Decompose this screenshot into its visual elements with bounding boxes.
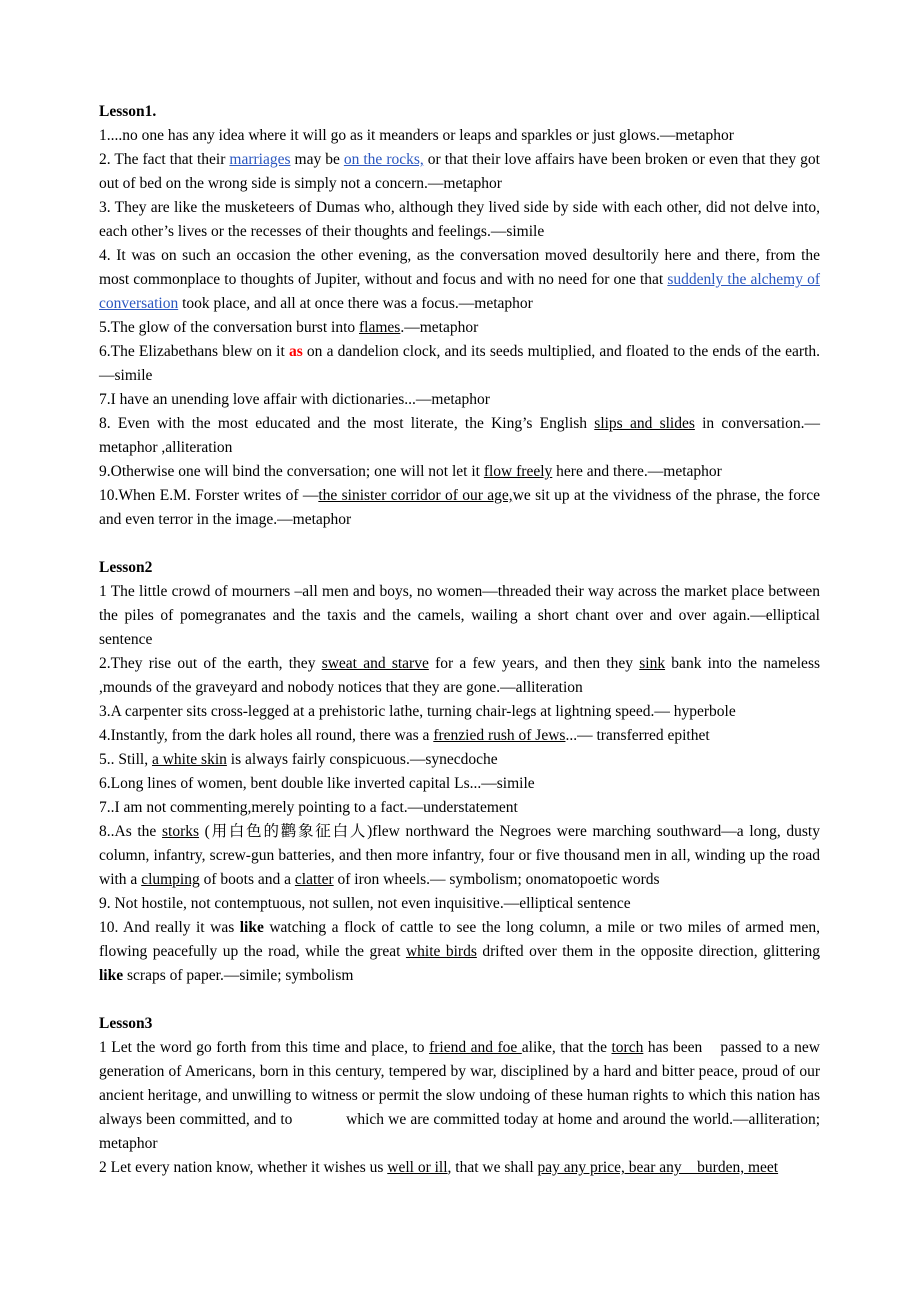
bold-text: like <box>239 919 264 936</box>
paragraph <box>99 916 820 988</box>
text-run: 2.They rise out of the earth, they <box>99 655 322 672</box>
text-run: watching a flock of cattle to see the long column, a mile or two miles of armed men, flowing peacefully up the road, while the great <box>99 919 820 960</box>
paragraph <box>99 1156 820 1180</box>
text-run: ...— transferred epithet <box>565 727 710 744</box>
paragraph <box>99 748 820 772</box>
text-run: scraps of paper.—simile; symbolism <box>123 967 354 984</box>
paragraph <box>99 412 820 460</box>
text-run: 6.Long lines of women, bent double like inverted capital Ls...—simile <box>99 775 535 792</box>
lesson-paragraphs <box>99 580 820 988</box>
text-run: may be <box>290 151 344 168</box>
paragraph <box>99 796 820 820</box>
paragraph <box>99 700 820 724</box>
text-run: 8. Even with the most educated and the most literate, the King’s English <box>99 415 595 432</box>
hyperlink[interactable]: on the rocks, <box>343 151 424 168</box>
text-run: on a dandelion clock, and its seeds multiplied, and floated to the ends of the earth.—simile <box>99 343 820 384</box>
text-run: is always fairly conspicuous.—synecdoche <box>226 751 498 768</box>
underlined-text: flow freely <box>483 463 553 480</box>
text-run: 5.. Still, <box>99 751 152 768</box>
underlined-text: frenzied rush of Jews <box>433 727 566 744</box>
text-run: 7.I have an unending love affair with dictionaries...—metaphor <box>99 391 490 408</box>
text-run: 1 The little crowd of mourners –all men and boys, no women—threaded their way across the market place between the piles of pomegranates and the taxis and the camels, wailing a short chant over and over again.—elliptical sentence <box>99 583 820 648</box>
hyperlink[interactable]: suddenly the alchemy of conversation <box>99 271 820 312</box>
paragraph <box>99 124 820 148</box>
text-run: 2. The fact that their <box>99 151 230 168</box>
text-run: (用白色的鹳象征白人)flew northward the Negroes were marching southward—a long, dusty column, infantry, screw-gun batteries, and then more infantry, four or five thousand men in all, winding up the road with a <box>99 823 820 888</box>
text-run: drifted over them in the opposite direction, glittering <box>476 943 821 960</box>
text-run: .—metaphor <box>400 319 479 336</box>
text-run: alike, that the <box>521 1039 612 1056</box>
text-run: 10.When E.M. Forster writes of — <box>99 487 319 504</box>
text-run: 3.A carpenter sits cross-legged at a prehistoric lathe, turning chair-legs at lightning speed.— hyperbole <box>99 703 736 720</box>
underlined-text: friend and foe <box>429 1039 522 1056</box>
text-run: or that their love affairs have been broken or even that they got out of bed on the wrong side is simply not a concern.—metaphor <box>99 151 820 192</box>
text-run: 3. They are like the musketeers of Dumas who, although they lived side by side with each other, did not delve into, each other’s lives or the recesses of their thoughts and feelings.—simile <box>99 199 820 240</box>
text-run: here and there.—metaphor <box>552 463 722 480</box>
paragraph <box>99 148 820 196</box>
hyperlink[interactable]: marriages <box>229 151 291 168</box>
text-run: 1 Let the word go forth from this time and place, to <box>99 1039 430 1056</box>
text-run: took place, and all at once there was a focus.—metaphor <box>178 295 533 312</box>
underlined-text: flames <box>359 319 401 336</box>
text-run: 7..I am not commenting,merely pointing to a fact.—understatement <box>99 799 518 816</box>
lesson-section-3 <box>99 1012 820 1180</box>
text-run: 8..As the <box>99 823 162 840</box>
text-run: 10. And really it was <box>99 919 240 936</box>
text-run: in conversation.—metaphor ,alliteration <box>99 415 820 456</box>
paragraph <box>99 244 820 316</box>
text-run: 2 Let every nation know, whether it wishes us <box>99 1159 388 1176</box>
paragraph <box>99 772 820 796</box>
underlined-text: white birds <box>405 943 477 960</box>
paragraph <box>99 820 820 892</box>
underlined-text: well or ill <box>387 1159 448 1176</box>
paragraph <box>99 316 820 340</box>
lesson-section-1 <box>99 100 820 532</box>
underlined-text: storks <box>161 823 200 840</box>
text-run: has been passed to a new generation of Americans, born in this century, tempered by war, disciplined by a hard and bitter peace, proud of our ancient heritage, and unwilling to witness or permit the slow undoing of these human rights to which this nation has always been committed, and to which we are committed today at home and around the world.—alliteration; metaphor <box>99 1039 820 1152</box>
paragraph <box>99 484 820 532</box>
lesson-section-2 <box>99 556 820 988</box>
paragraph <box>99 196 820 244</box>
lesson-heading: Lesson3 <box>99 1015 153 1032</box>
paragraph <box>99 580 820 652</box>
bold-text: like <box>99 967 124 984</box>
red-bold-text: as <box>288 343 303 360</box>
underlined-text: clatter <box>294 871 334 888</box>
text-run: 1....no one has any idea where it will go as it meanders or leaps and sparkles or just glows.—metaphor <box>99 127 734 144</box>
paragraph <box>99 892 820 916</box>
underlined-text: the sinister corridor of our age, <box>318 487 513 504</box>
paragraph <box>99 724 820 748</box>
text-run: 6.The Elizabethans blew on it <box>99 343 289 360</box>
underlined-text: sink <box>639 655 666 672</box>
text-run: , that we shall <box>447 1159 538 1176</box>
paragraph <box>99 340 820 388</box>
text-run: of boots and a <box>199 871 295 888</box>
text-run: of iron wheels.— symbolism; onomatopoetic words <box>333 871 660 888</box>
text-run: 4. It was on such an occasion the other evening, as the conversation moved desultorily here and there, from the most commonplace to thoughts of Jupiter, without and focus and with no need for one that <box>99 247 820 288</box>
paragraph <box>99 652 820 700</box>
text-run: 4.Instantly, from the dark holes all round, there was a <box>99 727 434 744</box>
lesson-paragraphs <box>99 1036 820 1180</box>
text-run: we sit up at the vividness of the phrase, the force and even terror in the image.—metaphor <box>99 487 821 528</box>
text-run: bank into the nameless ,mounds of the graveyard and nobody notices that they are gone.—alliteration <box>99 655 821 696</box>
underlined-text: torch <box>611 1039 644 1056</box>
text-run: 9. Not hostile, not contemptuous, not sullen, not even inquisitive.—elliptical sentence <box>99 895 631 912</box>
paragraph <box>99 388 820 412</box>
lesson-paragraphs <box>99 124 820 532</box>
underlined-text: a white skin <box>151 751 227 768</box>
text-run: 5.The glow of the conversation burst into <box>99 319 360 336</box>
underlined-text: slips and slides <box>594 415 695 432</box>
paragraph <box>99 1036 820 1156</box>
underlined-text: sweat and starve <box>321 655 429 672</box>
paragraph <box>99 460 820 484</box>
underlined-text: clumping <box>141 871 200 888</box>
text-run: for a few years, and then they <box>428 655 640 672</box>
lesson-heading: Lesson2 <box>99 559 153 576</box>
text-run: 9.Otherwise one will bind the conversation; one will not let it <box>99 463 484 480</box>
underlined-text: pay any price, bear any burden, meet <box>537 1159 779 1176</box>
lesson-heading: Lesson1. <box>99 103 157 120</box>
